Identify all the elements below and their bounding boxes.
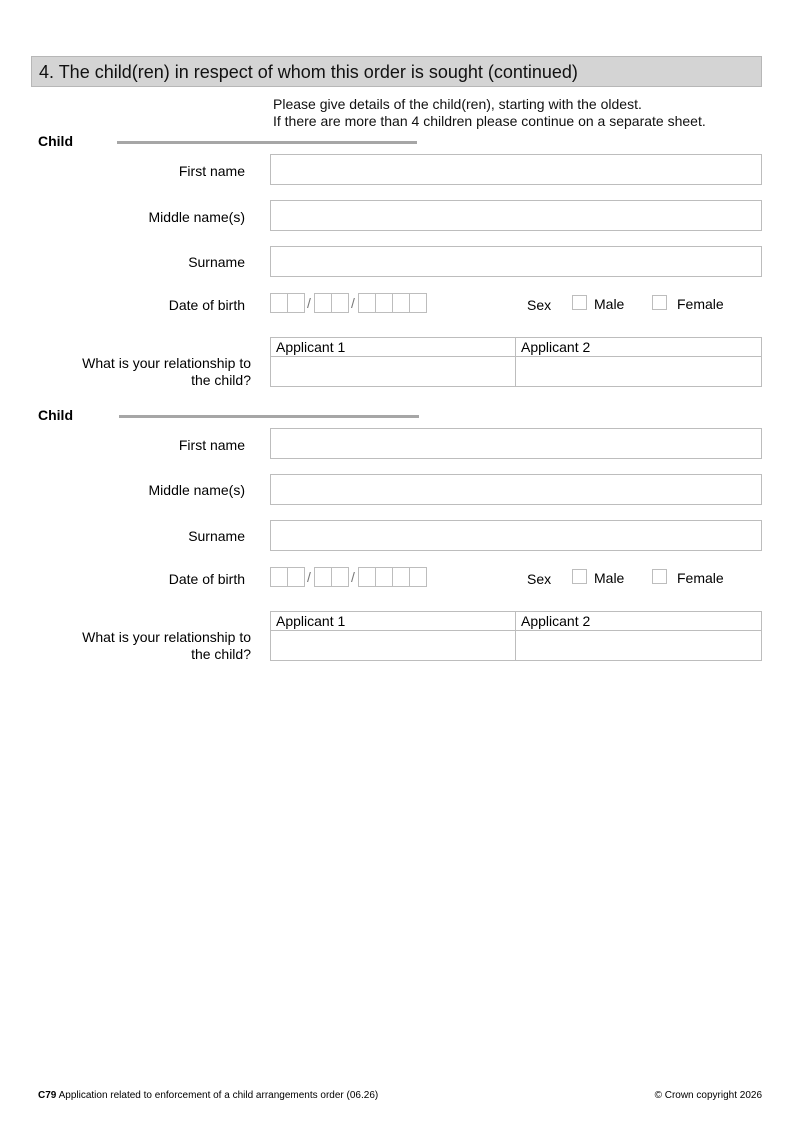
dob-month-digit-2[interactable] bbox=[331, 293, 349, 313]
relationship-table bbox=[270, 611, 762, 661]
dob-month-digit-2[interactable] bbox=[331, 567, 349, 587]
dob-label: Date of birth bbox=[168, 297, 245, 313]
dob-year-digit-1[interactable] bbox=[358, 567, 376, 587]
dob-year-digit-3[interactable] bbox=[392, 293, 410, 313]
surname-field[interactable] bbox=[270, 246, 762, 277]
child-heading: Child bbox=[38, 407, 73, 423]
first-name-field[interactable] bbox=[270, 154, 762, 185]
first-name-label: First name bbox=[178, 163, 245, 179]
divider-rule bbox=[119, 415, 419, 418]
child-block-1 bbox=[0, 133, 800, 403]
dob-year-digit-4[interactable] bbox=[409, 293, 427, 313]
section-title: 4. The child(ren) in respect of whom this order is sought (continued) bbox=[31, 56, 762, 87]
relationship-table bbox=[270, 337, 762, 387]
dob-separator: / bbox=[351, 569, 355, 585]
female-checkbox[interactable] bbox=[652, 295, 667, 310]
first-name-field[interactable] bbox=[270, 428, 762, 459]
dob-day-digit-2[interactable] bbox=[287, 293, 305, 313]
dob-field bbox=[270, 567, 426, 587]
dob-month-digit-1[interactable] bbox=[314, 293, 332, 313]
dob-day-digit-1[interactable] bbox=[270, 293, 288, 313]
footer-form-title: Application related to enforcement of a child arrangements order (06.26) bbox=[56, 1090, 379, 1101]
dob-separator: / bbox=[351, 295, 355, 311]
applicant-2-relationship-field[interactable] bbox=[516, 357, 761, 386]
dob-year-digit-2[interactable] bbox=[375, 567, 393, 587]
male-checkbox[interactable] bbox=[572, 569, 587, 584]
dob-label: Date of birth bbox=[168, 571, 245, 587]
surname-label: Surname bbox=[188, 254, 245, 270]
dob-year-digit-1[interactable] bbox=[358, 293, 376, 313]
dob-year-digit-4[interactable] bbox=[409, 567, 427, 587]
footer-form-code: C79 bbox=[38, 1090, 57, 1101]
applicant-2-relationship-field[interactable] bbox=[516, 631, 761, 660]
female-checkbox[interactable] bbox=[652, 569, 667, 584]
female-label: Female bbox=[677, 570, 724, 586]
applicant-1-header: Applicant 1 bbox=[271, 338, 516, 357]
dob-separator: / bbox=[307, 569, 311, 585]
relationship-label: What is your relationship to the child? bbox=[82, 355, 251, 388]
instruction-line-2: If there are more than 4 children please continue on a separate sheet. bbox=[273, 113, 706, 129]
sex-label: Sex bbox=[527, 297, 552, 313]
applicant-2-header: Applicant 2 bbox=[516, 338, 761, 357]
male-checkbox[interactable] bbox=[572, 295, 587, 310]
applicant-1-header: Applicant 1 bbox=[271, 612, 516, 631]
dob-year-digit-3[interactable] bbox=[392, 567, 410, 587]
first-name-label: First name bbox=[178, 437, 245, 453]
applicant-1-relationship-field[interactable] bbox=[271, 357, 516, 386]
child-block-2 bbox=[0, 407, 800, 677]
divider-rule bbox=[117, 141, 417, 144]
instructions bbox=[273, 96, 706, 130]
applicant-2-header: Applicant 2 bbox=[516, 612, 761, 631]
dob-day-digit-2[interactable] bbox=[287, 567, 305, 587]
male-label: Male bbox=[594, 570, 625, 586]
dob-field bbox=[270, 293, 426, 313]
middle-name-field[interactable] bbox=[270, 474, 762, 505]
female-label: Female bbox=[677, 296, 724, 312]
middle-name-field[interactable] bbox=[270, 200, 762, 231]
applicant-1-relationship-field[interactable] bbox=[271, 631, 516, 660]
instruction-line-1: Please give details of the child(ren), starting with the oldest. bbox=[273, 96, 642, 112]
dob-day-digit-1[interactable] bbox=[270, 567, 288, 587]
male-label: Male bbox=[594, 296, 625, 312]
sex-label: Sex bbox=[527, 571, 552, 587]
child-heading: Child bbox=[38, 133, 73, 149]
middle-name-label: Middle name(s) bbox=[148, 482, 245, 498]
footer-form-info bbox=[38, 1090, 378, 1101]
dob-month-digit-1[interactable] bbox=[314, 567, 332, 587]
middle-name-label: Middle name(s) bbox=[148, 209, 245, 225]
surname-field[interactable] bbox=[270, 520, 762, 551]
surname-label: Surname bbox=[188, 528, 245, 544]
dob-year-digit-2[interactable] bbox=[375, 293, 393, 313]
dob-separator: / bbox=[307, 295, 311, 311]
relationship-label: What is your relationship to the child? bbox=[82, 629, 251, 662]
footer-copyright: © Crown copyright 2026 bbox=[654, 1090, 762, 1101]
